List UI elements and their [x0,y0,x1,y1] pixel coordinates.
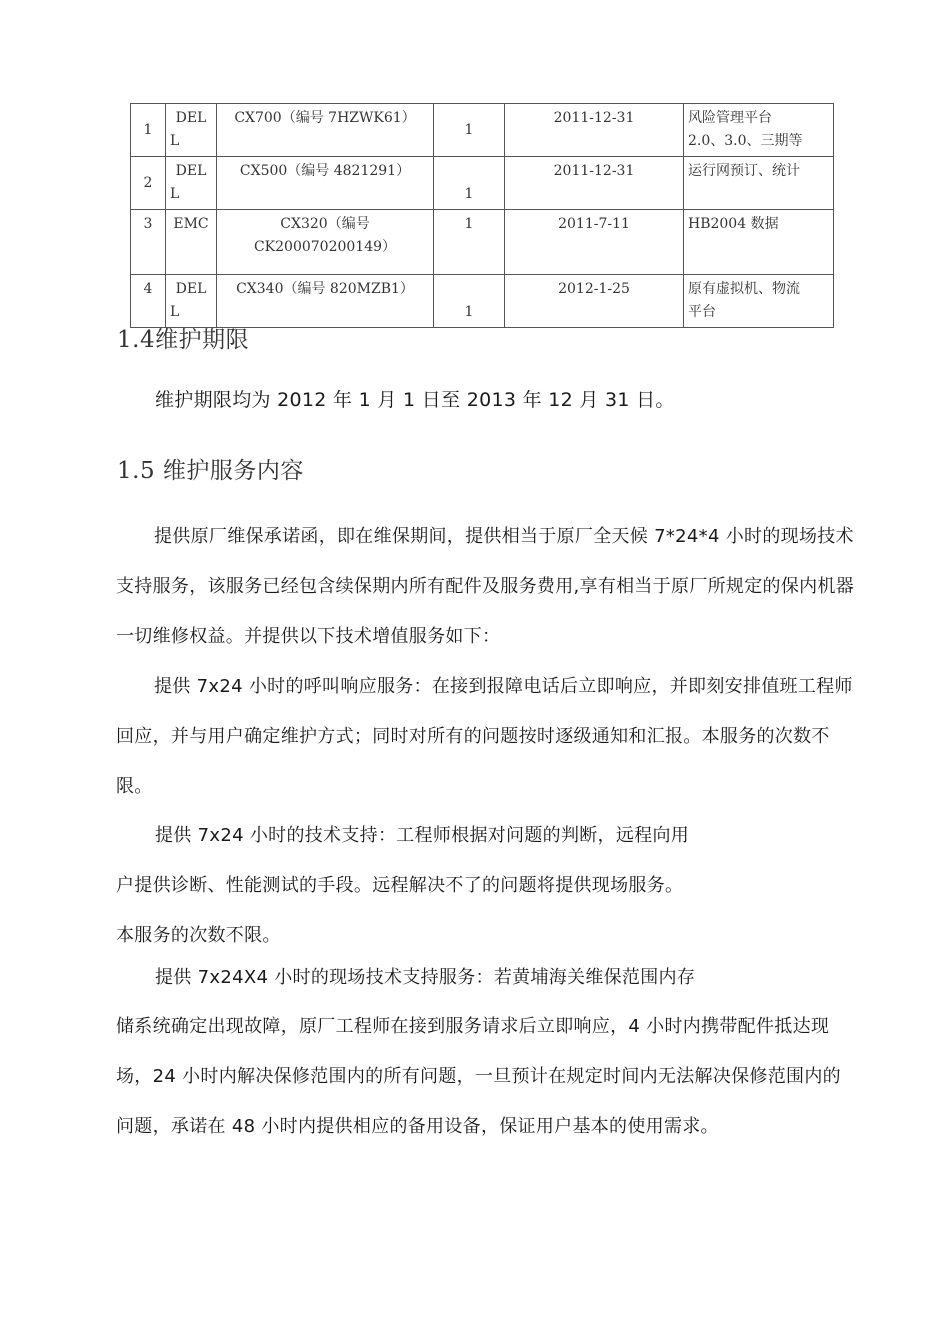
paragraph-tech-support-line-2: 户提供诊断、性能测试的手段。远程解决不了的问题将提供现场服务。 [116,875,684,896]
usage-cell: 原有虚拟机、物流 平台 [684,275,834,328]
maintenance-period-text: 维护期限均为 2012 年 1 月 1 日至 2013 年 12 月 31 日。 [155,389,675,411]
model-cell: CX700（编号 7HZWK61） [217,104,434,157]
quantity-cell: 1 [434,210,505,275]
table-row [131,210,834,275]
table-row [131,275,834,328]
brand-line-1: DEL [175,281,207,297]
date-cell: 2011-12-31 [505,104,684,157]
paragraph-tech-support-line-3: 本服务的次数不限。 [116,925,281,946]
brand-line-2: L [170,304,180,320]
model-cell: CX320（编号 CK200070200149） [217,210,434,275]
brand-cell [166,104,217,157]
paragraph-onsite-support-rest: 储系统确定出现故障，原厂工程师在接到服务请求后立即响应，4 小时内携带配件抵达现场，24 小时内解决保修范围内的所有问题，一旦预计在规定时间内无法解决保修范围内的问题，承诺在 48 小时内提供相应的备用设备，保证用户基本的使用需求。 [116,1016,841,1137]
brand-cell [166,157,217,210]
quantity-cell: 1 [434,157,505,210]
date-cell: 2011-12-31 [505,157,684,210]
usage-cell: HB2004 数据 [684,210,834,275]
date-cell: 2012-1-25 [505,275,684,328]
brand-line-1: DEL [175,163,207,179]
row-number: 4 [131,275,166,328]
row-number: 3 [131,210,166,275]
row-number: 1 [131,104,166,157]
brand-cell [166,210,217,275]
paragraph-onsite-support-line-1: 提供 7x24X4 小时的现场技术支持服务：若黄埔海关维保范围内存 [155,967,696,988]
model-cell: CX500（编号 4821291） [217,157,434,210]
quantity-cell: 1 [434,275,505,328]
date-cell: 2011-7-11 [505,210,684,275]
paragraph-warranty-commitment: 提供原厂维保承诺函，即在维保期间，提供相当于原厂全天候 7*24*4 小时的现场技术支持服务，该服务已经包含续保期内所有配件及服务费用,享有相当于原厂所规定的保内机器一切维修权益。并提供以下技术增值服务如下： [116,526,855,647]
paragraph-call-response: 提供 7x24 小时的呼叫响应服务：在接到报障电话后立即响应，并即刻安排值班工程师回应，并与用户确定维护方式；同时对所有的问题按时逐级通知和汇报。本服务的次数不限。 [116,676,853,797]
model-cell: CX340（编号 820MZB1） [217,275,434,328]
brand-line-2: L [170,133,180,149]
section-heading-1-4: 1.4维护期限 [117,327,250,353]
row-number: 2 [131,157,166,210]
table-row [131,104,834,157]
brand-line-1: DEL [175,110,207,126]
usage-cell: 运行网预订、统计 [684,157,834,210]
table-row [131,157,834,210]
brand-cell [166,275,217,328]
brand-line-2: L [170,186,180,202]
usage-cell: 风险管理平台 2.0、3.0、三期等 [684,104,834,157]
brand-line-1: EMC [173,216,209,232]
section-heading-1-5: 1.5 维护服务内容 [117,458,304,484]
paragraph-tech-support-line-1: 提供 7x24 小时的技术支持：工程师根据对问题的判断，远程向用 [155,825,690,846]
quantity-cell: 1 [434,104,505,157]
equipment-table [130,103,834,328]
